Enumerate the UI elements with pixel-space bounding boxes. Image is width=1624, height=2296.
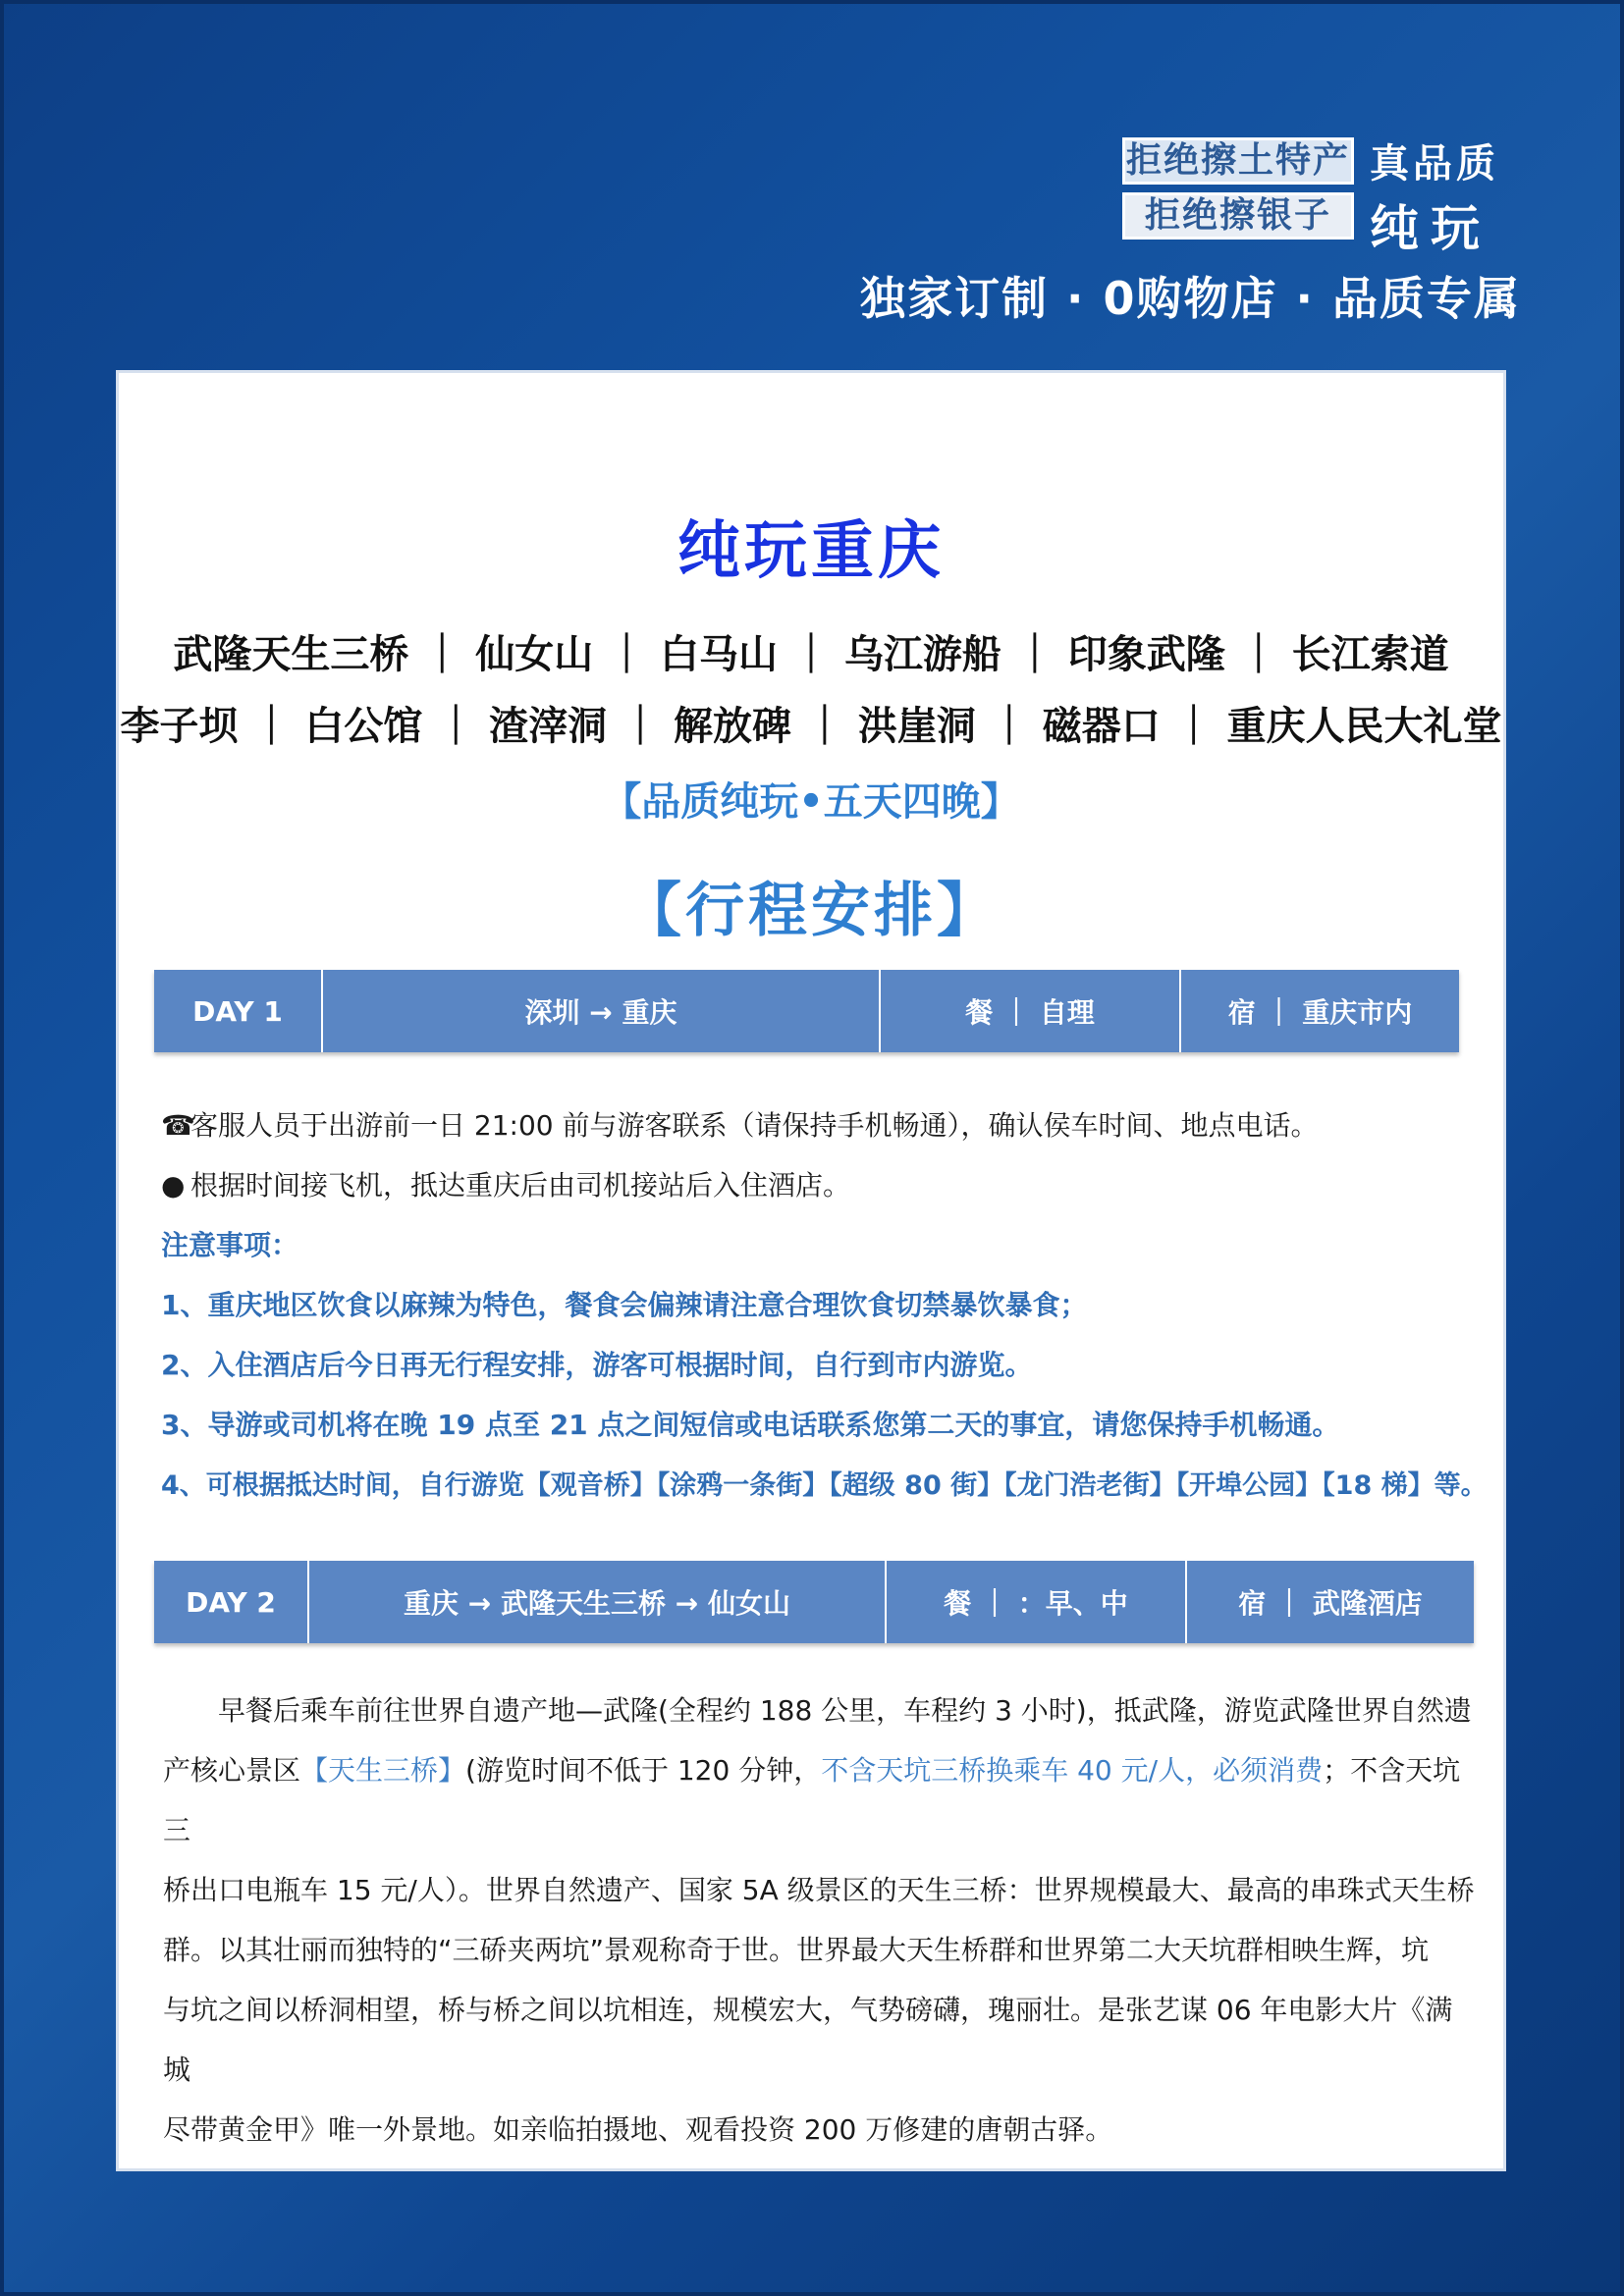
attractions-line-1: 武隆天生三桥 ｜ 仙女山 ｜ 白马山 ｜ 乌江游船 ｜ 印象武隆 ｜ 长江索道 <box>173 632 1449 677</box>
bullet-icon: ● <box>161 1169 186 1201</box>
day2-para-line-4: 群。以其壮丽而独特的“三硚夹两坑”景观称奇于世。世界最大天生桥群和世界第二大天坑群相映生辉，坑 <box>163 1934 1430 1966</box>
day2-text: ；不含天坑三 <box>163 1754 1461 1846</box>
day1-stay: 宿 ｜ 重庆市内 <box>1227 996 1413 1029</box>
day1-contact-line <box>161 1104 1319 1144</box>
phone-icon: ☎ <box>161 1109 195 1142</box>
day1-pickup-text: 根据时间接飞机，抵达重庆后由司机接站后入住酒店。 <box>190 1169 851 1201</box>
header-badge <box>1122 137 1354 245</box>
badge-line-2: 拒绝擦银子 <box>1122 192 1354 240</box>
day1-notes-title: 注意事项： <box>161 1229 299 1261</box>
badge-line-1: 拒绝擦土特产 <box>1122 137 1354 185</box>
day2-highlight-scenic: 【天生三桥】 <box>300 1754 466 1787</box>
day2-para-line-1: 早餐后乘车前往世界自遗产地—武隆(全程约 188 公里，车程约 3 小时)，抵武隆，游览武隆世界自然遗 <box>218 1694 1472 1727</box>
day2-text: (游览时间不低于 120 分钟， <box>465 1754 822 1787</box>
page-title: 纯玩重庆 <box>677 515 945 588</box>
day2-highlight-fee: 不含天坑三桥换乘车 40 元/人，必须消费 <box>821 1754 1324 1787</box>
day2-header-bar <box>154 1561 1474 1643</box>
day2-para-line-6: 尽带黄金甲》唯一外景地。如亲临拍摄地、观看投资 200 万修建的唐朝古驿。 <box>163 2113 1113 2146</box>
day1-meal: 餐 ｜ 自理 <box>881 970 1181 1052</box>
slogan-pure-play: 纯玩 <box>1370 200 1491 257</box>
day2-text: 产核心景区 <box>163 1754 301 1787</box>
day1-note-1: 1、重庆地区饮食以麻辣为特色，餐食会偏辣请注意合理饮食切禁暴饮暴食； <box>161 1289 1088 1321</box>
tour-subtitle: 【品质纯玩•五天四晚】 <box>602 779 1020 825</box>
itinerary-card <box>116 370 1506 2171</box>
day1-route: 深圳 → 重庆 <box>323 970 881 1052</box>
day2-description <box>163 1681 1479 2160</box>
day1-contact-text: 客服人员于出游前一日 21:00 前与游客联系（请保持手机畅通），确认侯车时间、地点电话。 <box>190 1109 1319 1142</box>
day2-route: 重庆 → 武隆天生三桥 → 仙女山 <box>309 1561 887 1643</box>
day2-para-line-3: 桥出口电瓶车 15 元/人）。世界自然遗产、国家 5A 级景区的天生三桥：世界规模最大、最高的串珠式天生桥 <box>163 1874 1475 1906</box>
day1-header-bar <box>154 970 1459 1052</box>
day2-para-line-5: 与坑之间以桥洞相望，桥与桥之间以坑相连，规模宏大，气势磅礴，瑰丽壮。是张艺谋 06 年电影大片《满城 <box>163 1994 1453 2086</box>
day1-note-4: 4、可根据抵达时间，自行游览【观音桥】【涂鸦一条街】【超级 80 街】【龙门浩老街】【开埠公园】【18 梯】等。 <box>161 1470 1488 1501</box>
day1-pickup-line <box>161 1164 850 1203</box>
header-tagline: 独家订制 · 0购物店 · 品质专属 <box>860 272 1522 325</box>
attractions-line-2: 李子坝 ｜ 白公馆 ｜ 渣滓洞 ｜ 解放碑 ｜ 洪崖洞 ｜ 磁器口 ｜ 重庆人民大礼堂 <box>120 704 1502 749</box>
section-title: 【行程安排】 <box>623 877 1000 945</box>
day2-label: DAY 2 <box>154 1561 309 1643</box>
slogan-quality: 真品质 <box>1370 141 1499 187</box>
day1-note-3: 3、导游或司机将在晚 19 点至 21 点之间短信或电话联系您第二天的事宜，请您保持手机畅通。 <box>161 1409 1340 1441</box>
day1-label: DAY 1 <box>154 970 323 1052</box>
day2-para-line-2 <box>163 1740 1479 1860</box>
day2-meal: 餐 ｜ ：早、中 <box>887 1561 1187 1643</box>
day2-stay: 宿 ｜ 武隆酒店 <box>1238 1587 1423 1620</box>
day1-note-2: 2、入住酒店后今日再无行程安排，游客可根据时间，自行到市内游览。 <box>161 1349 1033 1381</box>
